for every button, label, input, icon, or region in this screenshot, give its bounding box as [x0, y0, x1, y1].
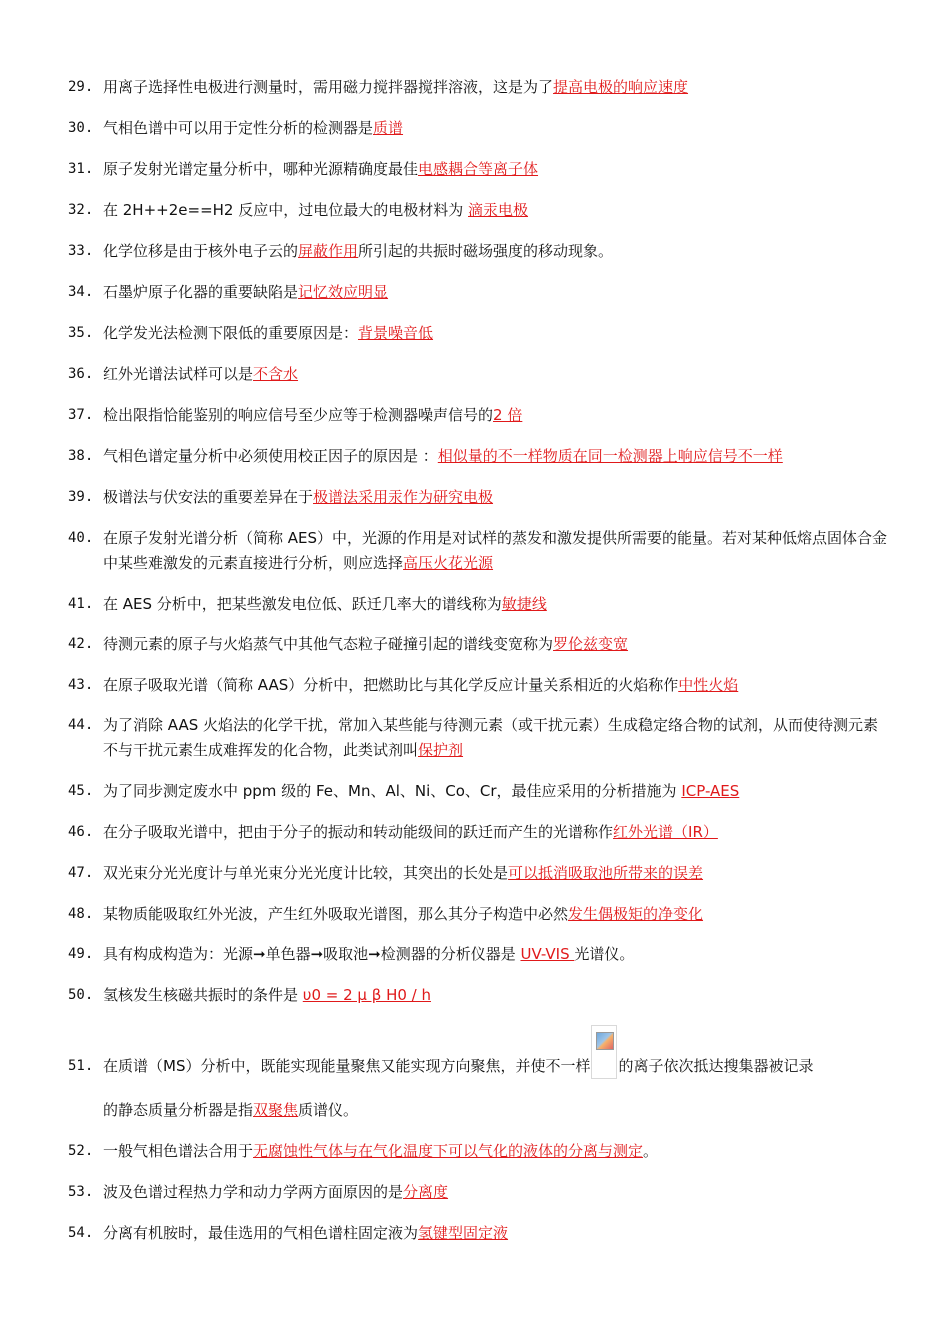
answer-text: ICP-AES: [681, 782, 740, 800]
item-number: 50.: [68, 987, 94, 1003]
answer-text: 发生偶极矩的净变化: [568, 905, 704, 923]
question-text-after: 所引起的共振时磁场强度的移动现象。: [358, 242, 614, 260]
question-text: 双光束分光光度计与单光束分光光度计比较，其突出的长处是: [103, 864, 509, 882]
list-item: [68, 1022, 888, 1119]
answer-text: 敏捷线: [501, 595, 547, 613]
item-number: 30.: [68, 120, 94, 136]
answer-text: 提高电极的响应速度: [553, 78, 689, 96]
answer-text: 保护剂: [418, 741, 464, 759]
item-number: 38.: [68, 448, 94, 464]
item-number: 44.: [68, 717, 94, 733]
question-text: 一般气相色谱法合用于: [103, 1142, 254, 1160]
question-text: 在原子发射光谱分析（简称 AES）中，光源的作用是对试样的蒸发和激发提供所需要的能量。若对某种低熔点固体合金中某些难激发的元素直接进行分析，则应选择: [103, 529, 888, 572]
answer-text: 分离度: [403, 1183, 449, 1201]
answer-text: 屏蔽作用: [298, 242, 359, 260]
answer-text: 罗伦兹变宽: [553, 635, 629, 653]
item-number: 34.: [68, 284, 94, 300]
answer-text: 电感耦合等离子体: [418, 160, 539, 178]
question-text-after: 。: [643, 1142, 659, 1160]
answer-text: 滴汞电极: [468, 201, 529, 219]
item-number: 37.: [68, 407, 94, 423]
answer-text: 可以抵消吸取池所带来的误差: [508, 864, 704, 882]
question-text-after: 光谱仪。: [574, 945, 635, 963]
question-text: 气相色谱中可以用于定性分析的检测器是: [103, 119, 374, 137]
answer-text: 质谱: [373, 119, 404, 137]
answer-text: 相似量的不一样物质在同一检测器上响应信号不一样: [437, 447, 783, 465]
item-number: 40.: [68, 530, 94, 546]
item-number: 36.: [68, 366, 94, 382]
item-number: 54.: [68, 1225, 94, 1241]
item-number: 46.: [68, 824, 94, 840]
answer-text: UV-VIS: [520, 945, 575, 963]
item-number: 39.: [68, 489, 94, 505]
question-text-after: 质谱仪。: [298, 1101, 359, 1119]
item-number: 42.: [68, 636, 94, 652]
question-text-line2: 的静态质量分析器是指: [103, 1101, 254, 1119]
question-text: 分离有机胺时，最佳选用的气相色谱柱固定液为: [103, 1224, 419, 1242]
question-text: 极谱法与伏安法的重要差异在于: [103, 488, 314, 506]
answer-text: 无腐蚀性气体与在气化温度下可以气化的液体的分离与测定: [253, 1142, 644, 1160]
answer-text: 背景噪音低: [358, 324, 434, 342]
item-number: 48.: [68, 906, 94, 922]
question-text: 在质谱（MS）分析中，既能实现能量聚焦又能实现方向聚焦，并使不一样: [103, 1057, 591, 1075]
broken-image-icon: [596, 1032, 614, 1050]
question-text: 原子发射光谱定量分析中，哪种光源精确度最佳: [103, 160, 419, 178]
question-text: 用离子选择性电极进行测量时，需用磁力搅拌器搅拌溶液，这是为了: [103, 78, 554, 96]
question-text: 化学位移是由于核外电子云的: [103, 242, 299, 260]
answer-text: 2 倍: [493, 406, 523, 424]
answer-text: 极谱法采用汞作为研究电极: [313, 488, 494, 506]
question-text: 为了同步测定废水中 ppm 级的 Fe、Mn、Al、Ni、Co、Cr，最佳应采用的分析措施为: [103, 782, 682, 800]
item-number: 51.: [68, 1058, 94, 1074]
answer-text: 记忆效应明显: [298, 283, 389, 301]
question-text: 待测元素的原子与火焰蒸气中其他气态粒子碰撞引起的谱线变宽称为: [103, 635, 554, 653]
question-text: 气相色谱定量分析中必须使用校正因子的原因是 ：: [103, 447, 438, 465]
item-number: 47.: [68, 865, 94, 881]
question-text: 石墨炉原子化器的重要缺陷是: [103, 283, 299, 301]
item-number: 41.: [68, 596, 94, 612]
answer-text: 不含水: [253, 365, 299, 383]
question-text: 氢核发生核磁共振时的条件是: [103, 986, 303, 1004]
item-number: 32.: [68, 202, 94, 218]
item-number: 35.: [68, 325, 94, 341]
answer-text: 红外光谱（IR）: [613, 823, 718, 841]
question-text: 在 2H++2e==H2 反应中，过电位最大的电极材料为: [103, 201, 468, 219]
answer-text: 双聚焦: [253, 1101, 299, 1119]
item-number: 49.: [68, 946, 94, 962]
question-text: 检出限指恰能鉴别的响应信号至少应等于检测器噪声信号的: [103, 406, 494, 424]
question-text: 红外光谱法试样可以是: [103, 365, 254, 383]
question-text: 化学发光法检测下限低的重要原因是：: [103, 324, 359, 342]
question-text-after: 的离子依次抵达搜集器被记录: [618, 1057, 814, 1075]
question-text: 在原子吸取光谱（简称 AAS）分析中，把燃助比与其化学反应计量关系相近的火焰称作: [103, 676, 679, 694]
question-text: 具有构成构造为：光源➞单色器➞吸取池➞检测器的分析仪器是: [103, 945, 521, 963]
question-text: 在分子吸取光谱中，把由于分子的振动和转动能级间的跃迁而产生的光谱称作: [103, 823, 614, 841]
answer-text: 高压火花光源: [403, 554, 494, 572]
item-number: 53.: [68, 1184, 94, 1200]
question-text: 在 AES 分析中，把某些激发电位低、跃迁几率大的谱线称为: [103, 595, 502, 613]
answer-text: 中性火焰: [678, 676, 739, 694]
question-text: 波及色谱过程热力学和动力学两方面原因的是: [103, 1183, 404, 1201]
image-placeholder: [591, 1025, 617, 1079]
item-number: 52.: [68, 1143, 94, 1159]
item-number: 43.: [68, 677, 94, 693]
item-number: 31.: [68, 161, 94, 177]
item-number: 29.: [68, 79, 94, 95]
question-text: 某物质能吸取红外光波，产生红外吸取光谱图，那么其分子构造中必然: [103, 905, 569, 923]
item-number: 45.: [68, 783, 94, 799]
answer-text: 氢键型固定液: [418, 1224, 509, 1242]
question-text: 为了消除 AAS 火焰法的化学干扰，常加入某些能与待测元素（或干扰元素）生成稳定络合物的试剂，从而使待测元素不与干扰元素生成难挥发的化合物，此类试剂叫: [103, 716, 879, 759]
item-number: 33.: [68, 243, 94, 259]
answer-text: υ0 = 2 μ β H0 / h: [302, 986, 431, 1004]
